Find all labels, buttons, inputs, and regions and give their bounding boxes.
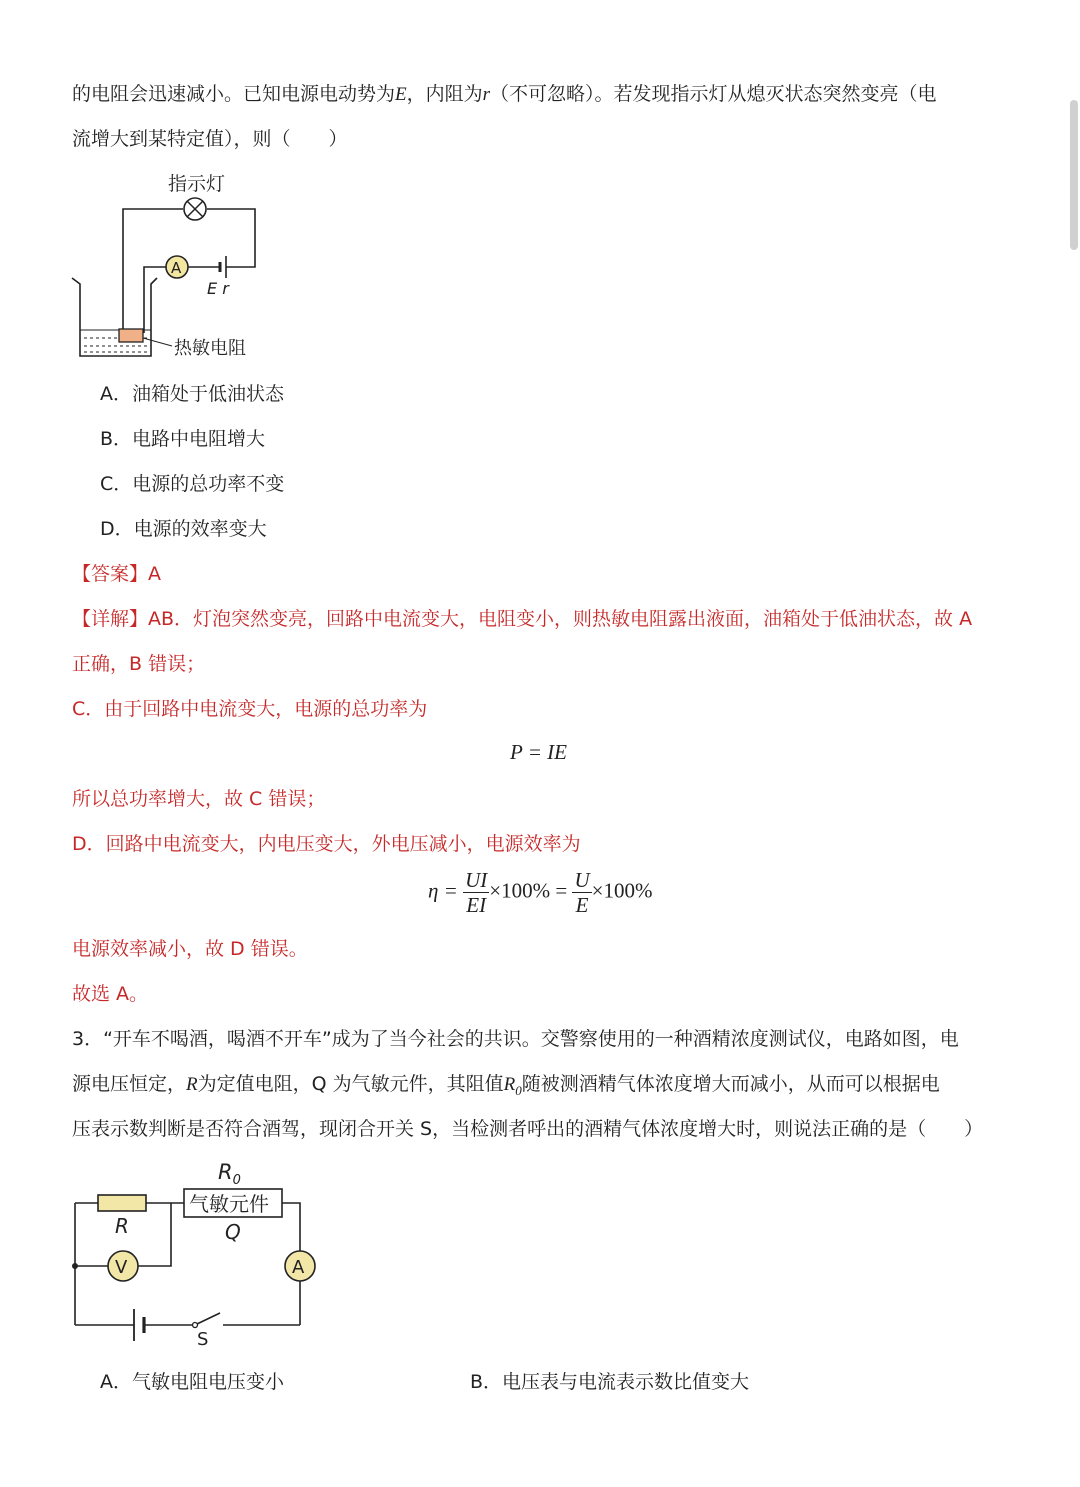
thermistor-icon: [119, 329, 143, 342]
switch-icon: [193, 1313, 221, 1328]
q3-stem-line3: 压表示数判断是否符合酒驾，现闭合开关 S，当检测者呼出的酒精气体浓度增大时，则说法正确的是（ ）: [72, 1118, 984, 1140]
option-text: 油箱处于低油状态: [132, 383, 285, 405]
battery-label: E r: [207, 279, 229, 298]
q3-stem-line2: [72, 1070, 940, 1105]
lamp-label: 指示灯: [168, 173, 226, 195]
q2-stem-text: （不可忽略）。若发现指示灯从熄灭状态突然变亮（电: [490, 83, 937, 105]
q3-option-a[interactable]: [100, 1368, 284, 1396]
option-label: D．: [100, 518, 134, 540]
ammeter-letter: A: [171, 259, 182, 277]
q3-stem-text: 为定值电阻，Q 为气敏元件，其阻值: [197, 1073, 504, 1095]
wire-right: [207, 209, 255, 267]
thermistor-leader: [143, 338, 172, 346]
symbol-r0-subscript: 0: [515, 1082, 522, 1098]
symbol-r: R: [186, 1074, 198, 1095]
q2-option-d[interactable]: [100, 515, 267, 543]
voltmeter-icon: [108, 1251, 138, 1281]
page-scrollbar[interactable]: [1070, 100, 1078, 250]
option-text: 电源的总功率不变: [132, 473, 285, 495]
q2-explain-ab-line1: 【详解】AB．灯泡突然变亮，回路中电流变大，电阻变小，则热敏电阻露出液面，油箱处于低油状态，故 A: [72, 608, 973, 630]
option-label: B．: [470, 1371, 503, 1393]
q2-stem-text: 的电阻会迅速减小。已知电源电动势为: [72, 83, 396, 105]
option-text: 电压表与电流表示数比值变大: [502, 1371, 750, 1393]
option-label: A．: [100, 1371, 132, 1393]
q3-stem-text: 随被测酒精气体浓度增大而减小，从而可以根据电: [521, 1073, 940, 1095]
q2-stem-line1: [72, 80, 937, 109]
option-text: 气敏电阻电压变小: [132, 1371, 285, 1393]
q-label: Q: [225, 1220, 241, 1244]
battery-icon: [220, 256, 226, 278]
numerator: U: [574, 868, 590, 892]
q2-explain-c: C．由于回路中电流变大，电源的总功率为: [72, 698, 428, 720]
q2-circuit-figure: [68, 168, 268, 363]
thermistor-label: 热敏电阻: [174, 338, 246, 359]
q2-stem-text: ，内阻为: [406, 83, 483, 105]
q2-answer: 【答案】A: [72, 563, 161, 585]
r0-subscript: 0: [232, 1173, 241, 1188]
symbol-r0: R: [503, 1074, 516, 1095]
numerator: UI: [465, 868, 488, 892]
q3-circuit-figure: [68, 1155, 338, 1355]
q2-option-c[interactable]: [100, 470, 284, 498]
q2-explain-choose: 故选 A。: [72, 983, 149, 1005]
eta-tail: ×100%: [591, 878, 653, 903]
eta-mid: ×100% =: [489, 878, 568, 903]
wire-top-right: [282, 1203, 300, 1255]
q2-explain-ab-line2: 正确，B 错误；: [72, 653, 206, 675]
r0-label: [218, 1160, 241, 1188]
option-label: A．: [100, 383, 132, 405]
denominator: EI: [466, 893, 487, 917]
q3-stem-line1: 3．“开车不喝酒，喝酒不开车”成为了当今社会的共识。交警察使用的一种酒精浓度测试仪，电路如图，电: [72, 1028, 959, 1050]
symbol-internal-resistance: r: [482, 84, 491, 105]
fraction-ui-ei: [463, 868, 489, 917]
denominator: E: [575, 893, 589, 917]
q2-option-b[interactable]: [100, 425, 265, 453]
ammeter-icon: [285, 1251, 315, 1281]
q2-explain-d-result: 电源效率减小，故 D 错误。: [72, 938, 308, 960]
wire-voltmeter-return: [138, 1203, 171, 1266]
fraction-u-e: [572, 868, 591, 917]
q2-explain-c-result: 所以总功率增大，故 C 错误；: [72, 788, 326, 810]
option-text: 电路中电阻增大: [132, 428, 266, 450]
r-label: R: [115, 1214, 129, 1238]
ammeter-icon: [166, 256, 188, 278]
symbol-emf: E: [395, 84, 407, 105]
lamp-icon: [184, 198, 206, 220]
formula-efficiency: [428, 868, 652, 917]
formula-power: P = IE: [510, 740, 567, 764]
option-label: C．: [100, 473, 133, 495]
r0-letter: R: [218, 1160, 233, 1184]
q3-stem-text: 源电压恒定，: [72, 1073, 187, 1095]
eta-lhs: η =: [428, 878, 458, 903]
option-text: 电源的效率变大: [133, 518, 267, 540]
battery-icon: [134, 1309, 144, 1341]
ammeter-letter: A: [292, 1257, 305, 1278]
voltmeter-letter: V: [115, 1257, 128, 1278]
wire-inner: [144, 267, 166, 333]
q3-option-b[interactable]: [470, 1368, 749, 1396]
option-label: B．: [100, 428, 133, 450]
q2-option-a[interactable]: [100, 380, 284, 408]
q2-explain-d: D．回路中电流变大，内电压变大，外电压减小，电源效率为: [72, 833, 581, 855]
q2-stem-line2: 流增大到某特定值），则（ ）: [72, 128, 348, 150]
switch-label: S: [197, 1329, 209, 1350]
resistor-r-icon: [98, 1195, 146, 1211]
gas-sensor-label: 气敏元件: [189, 1192, 269, 1216]
